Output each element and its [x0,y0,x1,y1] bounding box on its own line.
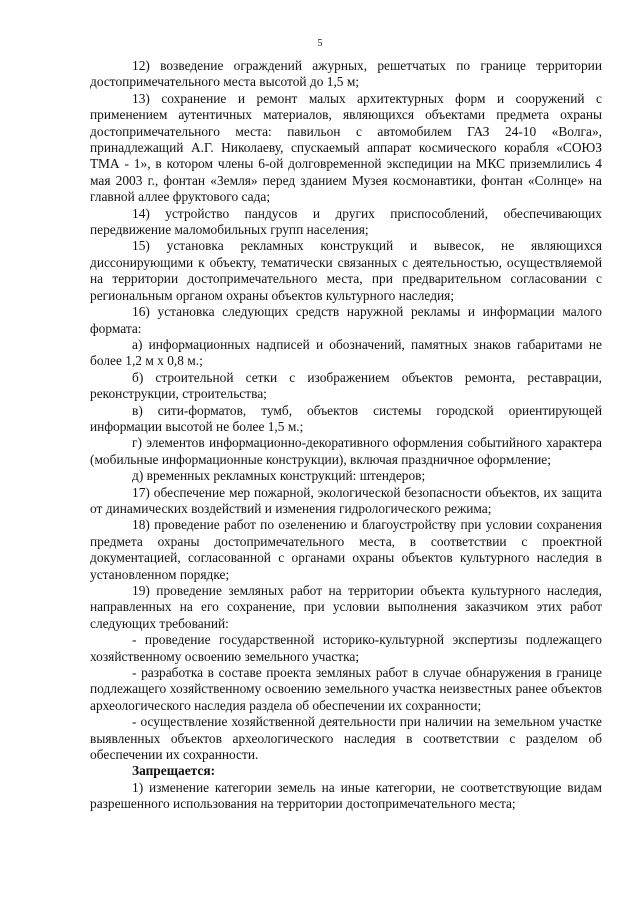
page-number: 5 [317,38,323,49]
paragraph-item-18: 18) проведение работ по озеленению и благоустройству при условии сохранения предмета охраны достопримечательного места, в соответствии с проектной документацией, согласованной с органами охраны объектов культурного наследия в установленном порядке; [90,517,602,582]
paragraph-item-15: 15) установка рекламных конструкций и вывесок, не являющихся диссонирующими к объекту, тематически связанных с деятельностью, осуществляемой на территории достопримечательного места, при предварительном согласовании с региональным органом охраны объектов культурного наследия; [90,238,602,303]
paragraph-item-12: 12) возведение ограждений ажурных, решетчатых по границе территории достопримечательного места высотой до 1,5 м; [90,58,602,90]
requirement-item-project: - разработка в составе проекта земляных работ в случае обнаружения в границе подлежащего хозяйственному освоению земельного участка неизвестных ранее объектов археологического наследия раздела об обеспечении их сохранности; [90,665,602,713]
paragraph-item-14: 14) устройство пандусов и других приспособлений, обеспечивающих передвижение маломобильных групп населения; [90,205,602,238]
prohibited-heading: Запрещается: [132,763,216,779]
prohibited-item-1: 1) изменение категории земель на иные категории, не соответствующие видам разрешенного использования на территории достопримечательного места; [90,779,602,812]
paragraph-subitem-v: в) сити-форматов, тумб, объектов системы городской ориентирующей информации высотой не более 1,5 м.; [90,402,602,434]
paragraph-subitem-a: а) информационных надписей и обозначений, памятных знаков габаритами не более 1,2 м х 0,8 м.; [90,336,602,369]
paragraph-subitem-g: г) элементов информационно-декоративного оформления событийного характера (мобильные информационные конструкции), включая праздничное оформление; [90,435,602,467]
paragraph-item-16: 16) установка следующих средств наружной рекламы и информации малого формата: [90,304,602,336]
paragraph-subitem-b: б) строительной сетки с изображением объектов ремонта, реставрации, реконструкции, строительства; [90,369,602,402]
requirement-item-activity: - осуществление хозяйственной деятельности при наличии на земельном участке выявленных объектов археологического наследия в соответствии с разделом об обеспечении их сохранности. [90,714,602,763]
paragraph-item-19: 19) проведение земляных работ на территории объекта культурного наследия, направленных на его сохранение, при условии выполнения заказчиком этих работ следующих требований: [90,583,602,631]
paragraph-subitem-d: д) временных рекламных конструкций: штендеров; [132,468,426,484]
paragraph-item-13: 13) сохранение и ремонт малых архитектурных форм и сооружений с применением аутентичных материалов, являющихся объектами предмета охраны достопримечательного места: павильон с автомобилем ГАЗ 24-10 «Волга», принадлежащий А.Г. Николаеву, спускаемый аппарат космического корабля «СОЮЗ ТМА - 1», в котором члены 6-ой долговременной экспедиции на МКС приземлились 4 мая 2003 г., фонтан «Земля» перед зданием Музея космонавтики, фонтан «Солнце» на главной аллее фруктового сада; [90,90,602,205]
paragraph-item-17: 17) обеспечение мер пожарной, экологической безопасности объектов, их защита от динамических воздействий и изменения гидрологического режима; [90,484,602,516]
requirement-item-expertise: - проведение государственной историко-культурной экспертизы подлежащего хозяйственному освоению земельного участка; [90,632,602,664]
document-body [90,58,602,813]
